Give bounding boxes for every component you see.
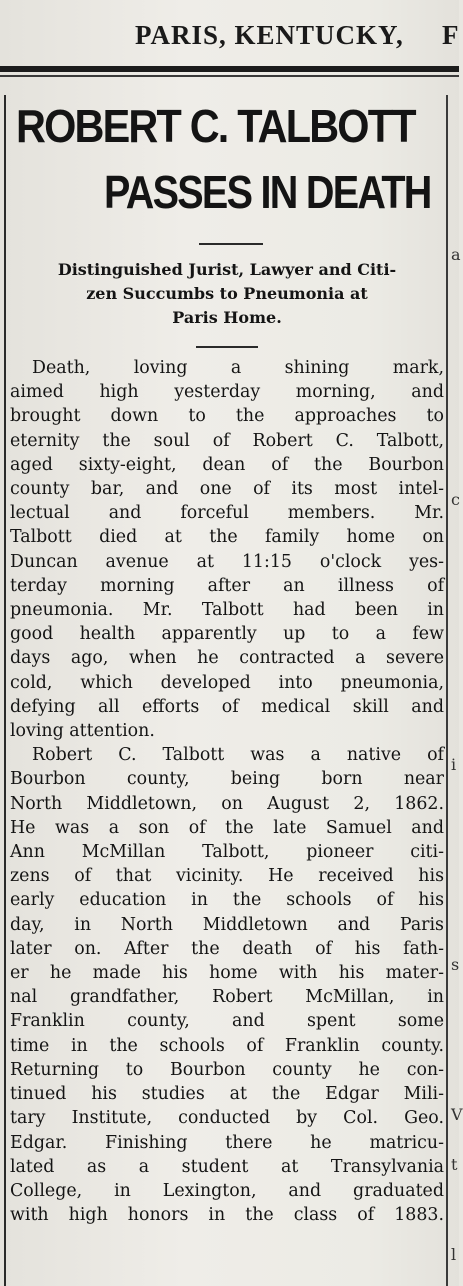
article-body [10,356,444,1227]
article-line: time in the schools of Franklin county. [10,1035,444,1056]
article-line: terday morning after an illness of [10,575,444,596]
article-line: tary Institute, conducted by Col. Geo. [10,1108,444,1129]
article-line: aimed high yesterday morning, and [10,382,444,403]
article-line: er he made his home with his mater- [10,963,444,984]
article-line: with high honors in the class of 1883. [10,1205,444,1226]
subheadline-line-2: zen Succumbs to Pneumonia at [86,284,368,303]
article-line: day, in North Middletown and Paris [10,914,444,935]
article-line: Ann McMillan Talbott, pioneer citi- [10,842,444,863]
article-line: Death, loving a shining mark, [32,358,444,378]
column-rule-right [446,95,448,1286]
article-line: Duncan avenue at 11:15 o'clock yes- [10,551,444,572]
article-line: pneumonia. Mr. Talbott had been in [10,600,444,621]
article-line: loving attention. [10,721,155,742]
adjacent-column-letter: a [451,245,461,264]
adjacent-column-letter: c [451,490,460,509]
article-line: lated as a student at Transylvania [10,1156,444,1177]
deck-divider [196,346,258,348]
column-rule-left [4,95,6,1286]
masthead [0,14,459,64]
article-line: nal grandfather, Robert McMillan, in [10,987,444,1008]
article-line: defying all efforts of medical skill and [10,696,444,717]
masthead-rule [0,66,459,72]
adjacent-column-letter: i [451,755,457,774]
article-line: county bar, and one of its most intel- [10,479,444,500]
headline-divider [199,243,263,245]
article-line: cold, which developed into pneumonia, [10,672,444,693]
subheadline-line-1: Distinguished Jurist, Lawyer and Citi- [57,260,397,279]
article-line: brought down to the approaches to [10,406,444,427]
article-line: aged sixty-eight, dean of the Bourbon [10,454,444,475]
article-line: College, in Lexington, and graduated [10,1180,444,1201]
headline-line-2: PASSES IN DEATH [104,166,431,218]
article-line: eternity the soul of Robert C. Talbott, [10,430,444,451]
subheadline [12,258,442,330]
article-line: Edgar. Finishing there he matricu- [10,1132,444,1153]
article-line: Bourbon county, being born near [10,769,444,790]
article-line: tinued his studies at the Edgar Mili- [10,1084,444,1105]
masthead-cut-letter: F [442,20,459,50]
article-line: Franklin county, and spent some [10,1011,444,1032]
article-line: Returning to Bourbon county he con- [10,1059,444,1080]
article-line: Robert C. Talbott was a native of [32,745,444,766]
subheadline-line-3: Paris Home. [172,308,282,327]
adjacent-column-letter: s [451,955,460,974]
article-line: later on. After the death of his fath- [10,938,444,959]
headline-line-1: ROBERT C. TALBOTT [16,100,415,152]
article-line: good health apparently up to a few [10,624,444,645]
adjacent-column-letter: t [451,1155,458,1174]
adjacent-column-fragment [449,95,463,1286]
article-line: early education in the schools of his [10,890,444,911]
adjacent-column-letter: l [451,1245,457,1264]
masthead-rule-thin [0,75,459,77]
article-line: zens of that vicinity. He received his [10,866,444,887]
adjacent-column-letter: V [451,1105,463,1124]
article-line: days ago, when he contracted a severe [10,648,444,669]
article-line: Talbott died at the family home on [10,527,444,548]
article-line: lectual and forceful members. Mr. [10,503,444,524]
masthead-title: PARIS, KENTUCKY, [135,20,404,50]
article-line: He was a son of the late Samuel and [10,817,444,838]
article-line: North Middletown, on August 2, 1862. [10,793,444,814]
